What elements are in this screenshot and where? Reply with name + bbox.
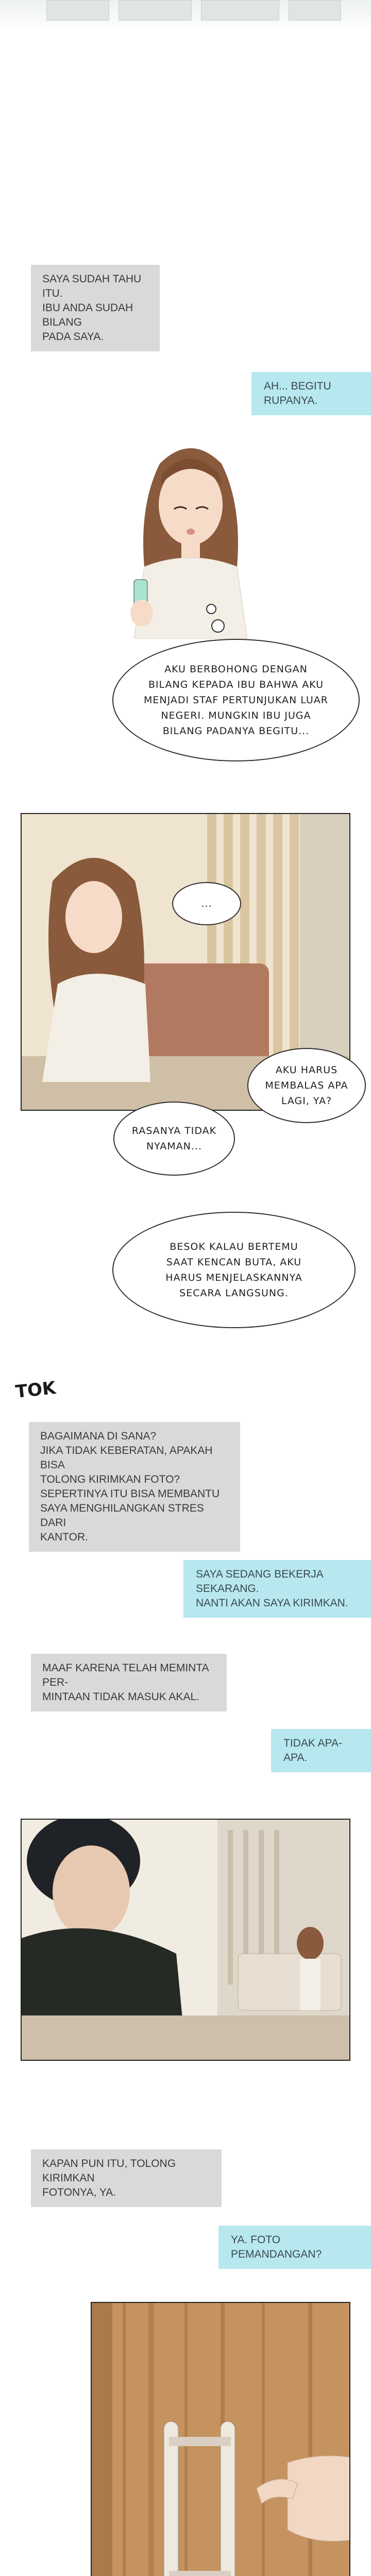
thought-text: AKU HARUS MEMBALAS APA LAGI, YA? (265, 1064, 348, 1107)
thought-text: RASANYA TIDAK NYAMAN... (131, 1125, 217, 1152)
silence-text: ... (201, 898, 212, 909)
message-bubble-cyan: SAYA SEDANG BEKERJA SEKARANG. NANTI AKAN SAYA KIRIMKAN. (183, 1560, 371, 1618)
tile (201, 0, 279, 21)
panel-door-handle (91, 2302, 350, 2576)
woman-figure (113, 443, 268, 639)
tile (289, 0, 341, 21)
illustration-woman-phone (113, 443, 268, 639)
thought-bubble (247, 1048, 366, 1123)
thought-bubble (112, 639, 360, 761)
message-bubble-gray: SAYA SUDAH TAHU ITU. IBU ANDA SUDAH BILANG PADA SAYA. (31, 265, 160, 351)
thought-dot (211, 619, 225, 633)
thought-bubble (113, 1101, 235, 1176)
silence-bubble (172, 882, 241, 925)
thought-text: AKU BERBOHONG DENGAN BILANG KEPADA IBU BAHWA AKU MENJADI STAF PERTUNJUKAN LUAR NEGERI. MUNGKIN IBU JUGA BILANG PADANYA BEGITU... (144, 664, 328, 737)
sound-effect: TOK (14, 1378, 57, 1402)
top-panel-edge (0, 0, 371, 31)
thought-dot (206, 604, 216, 614)
thought-bubble (112, 1212, 356, 1328)
message-bubble-gray: BAGAIMANA DI SANA? JIKA TIDAK KEBERATAN, APAKAH BISA TOLONG KIRIMKAN FOTO? SEPERTINYA ITU BISA MEMBANTU SAYA MENGHILANGKAN STRES DARI KANTOR. (29, 1422, 240, 1552)
tile (119, 0, 192, 21)
thought-text: BESOK KALAU BERTEMU SAAT KENCAN BUTA, AKU HARUS MENJELASKANNYA SECARA LANGSUNG. (165, 1241, 302, 1299)
message-bubble-gray: KAPAN PUN ITU, TOLONG KIRIMKAN FOTONYA, YA. (31, 2149, 222, 2207)
panel-art (22, 1820, 350, 2061)
tile (46, 0, 109, 21)
message-bubble-gray: MAAF KARENA TELAH MEMINTA PER- MINTAAN TIDAK MASUK AKAL. (31, 1654, 227, 1711)
panel-man-office (21, 1819, 350, 2061)
message-bubble-cyan: YA. FOTO PEMANDANGAN? (218, 2226, 371, 2269)
panel-art (92, 2303, 350, 2576)
message-bubble-cyan: TIDAK APA-APA. (271, 1729, 371, 1772)
message-bubble-cyan: AH... BEGITU RUPANYA. (251, 372, 371, 415)
